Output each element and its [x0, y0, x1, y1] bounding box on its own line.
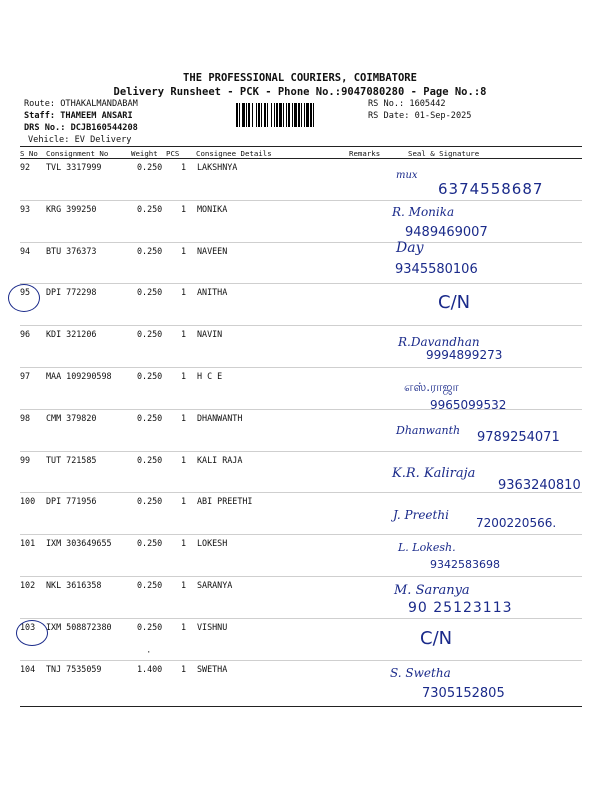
- sno-cell: 93: [20, 204, 31, 214]
- table-row: [20, 413, 580, 453]
- weight-cell: 0.250: [137, 413, 163, 423]
- phone-row-94: 9345580106: [395, 262, 478, 277]
- consignee-cell: MONIKA: [197, 204, 228, 214]
- phone-row-93: 9489469007: [405, 225, 488, 240]
- table-row: [20, 204, 580, 244]
- consignee-cell: H C E: [197, 371, 223, 381]
- weight-cell: 0.250: [137, 371, 163, 381]
- phone-row-101: 9342583698: [430, 558, 500, 571]
- phone-row-97: 9965099532: [430, 398, 507, 412]
- weight-cell: 1.400: [137, 664, 163, 674]
- row-divider: [20, 242, 582, 243]
- row-divider: [20, 660, 582, 661]
- pcs-cell: 1: [181, 580, 187, 590]
- consignment-cell: DPI 771956: [46, 496, 97, 506]
- pcs-cell: 1: [181, 329, 187, 339]
- row-divider: [20, 534, 582, 535]
- consignee-cell: KALI RAJA: [197, 455, 243, 465]
- consignment-cell: DPI 772298: [46, 287, 97, 297]
- consignment-cell: BTU 376373: [46, 246, 97, 256]
- row-divider: [20, 325, 582, 326]
- table-row: [20, 538, 580, 578]
- sno-cell: 92: [20, 162, 31, 172]
- rs-date: RS Date: 01-Sep-2025: [368, 111, 472, 121]
- consignment-cell: KRG 399250: [46, 204, 97, 214]
- row-divider: [20, 200, 582, 201]
- signature-row-98: Dhanwanth: [396, 424, 461, 437]
- sno-cell: 94: [20, 246, 31, 256]
- pcs-cell: 1: [181, 371, 187, 381]
- consignee-cell: NAVIN: [197, 329, 223, 339]
- consignee-cell: ABI PREETHI: [197, 496, 253, 506]
- phone-row-104: 7305152805: [422, 686, 505, 701]
- weight-cell: 0.250: [137, 162, 163, 172]
- table-row: [20, 622, 580, 662]
- consignment-cell: IXM 508872380: [46, 622, 112, 632]
- pcs-cell: 1: [181, 204, 187, 214]
- sno-cell: 102: [20, 580, 36, 590]
- consignee-cell: ANITHA: [197, 287, 228, 297]
- sno-cell: 98: [20, 413, 31, 423]
- pcs-cell: 1: [181, 455, 187, 465]
- header-top-rule: [20, 146, 582, 147]
- table-row: [20, 580, 580, 620]
- pcs-cell: 1: [181, 162, 187, 172]
- table-bottom-rule: [20, 706, 582, 707]
- row-divider: [20, 367, 582, 368]
- table-row: [20, 246, 580, 286]
- pcs-cell: 1: [181, 287, 187, 297]
- row-divider: [20, 283, 582, 284]
- weight-cell: 0.250: [137, 538, 163, 548]
- route-label: Route: OTHAKALMANDABAM: [24, 99, 138, 109]
- row-divider: [20, 492, 582, 493]
- sno-cell: 97: [20, 371, 31, 381]
- signature-row-104: S. Swetha: [390, 666, 451, 680]
- col-seal: Seal & Signature: [408, 149, 480, 158]
- weight-cell: 0.250: [137, 329, 163, 339]
- col-weight: Weight: [131, 149, 158, 158]
- runsheet-subtitle: Delivery Runsheet - PCK - Phone No.:9047080280 - Page No.:8: [113, 86, 487, 98]
- row-divider: [20, 618, 582, 619]
- consignment-cell: TUT 721585: [46, 455, 97, 465]
- consignment-cell: MAA 109290598: [46, 371, 112, 381]
- signature-row-94: Day: [396, 240, 424, 256]
- rs-number: RS No.: 1605442: [368, 99, 446, 109]
- table-row: [20, 371, 580, 411]
- consignment-cell: TVL 3317999: [46, 162, 102, 172]
- consignment-cell: IXM 303649655: [46, 538, 112, 548]
- phone-row-100: 7200220566.: [476, 516, 557, 530]
- vehicle-label: Vehicle: EV Delivery: [28, 135, 132, 145]
- sno-cell: 100: [20, 496, 36, 506]
- signature-row-97: எஸ்.ராஜா: [404, 380, 459, 394]
- sno-cell: 104: [20, 664, 36, 674]
- pcs-cell: 1: [181, 496, 187, 506]
- stray-marks: ·: [146, 648, 152, 658]
- weight-cell: 0.250: [137, 455, 163, 465]
- col-remarks: Remarks: [349, 149, 381, 158]
- phone-row-102: 90 25123113: [408, 600, 513, 616]
- phone-row-98: 9789254071: [477, 430, 560, 445]
- table-row: [20, 162, 580, 202]
- signature-row-92: mux: [396, 170, 418, 181]
- signature-row-96: R.Davandhan: [398, 335, 480, 349]
- note-row-103: C/N: [420, 628, 453, 649]
- phone-row-99: 9363240810: [498, 478, 581, 493]
- table-row: [20, 496, 580, 536]
- pcs-cell: 1: [181, 413, 187, 423]
- consignment-cell: TNJ 7535059: [46, 664, 102, 674]
- sno-cell: 101: [20, 538, 36, 548]
- consignee-cell: DHANWANTH: [197, 413, 243, 423]
- note-row-95: C/N: [438, 292, 471, 313]
- consignment-cell: NKL 3616358: [46, 580, 102, 590]
- sno-cell: 99: [20, 455, 31, 465]
- phone-row-92: 6374558687: [438, 180, 544, 198]
- weight-cell: 0.250: [137, 496, 163, 506]
- barcode: [236, 103, 364, 127]
- col-pcs: PCS: [166, 149, 180, 158]
- signature-row-100: J. Preethi: [393, 508, 449, 522]
- signature-row-101: L. Lokesh.: [398, 541, 456, 554]
- weight-cell: 0.250: [137, 246, 163, 256]
- weight-cell: 0.250: [137, 287, 163, 297]
- drs-label: DRS No.: DCJB160544208: [24, 123, 138, 133]
- consignee-cell: SARANYA: [197, 580, 233, 590]
- header-bottom-rule: [20, 158, 582, 159]
- barcode-bar: [314, 103, 316, 127]
- weight-cell: 0.250: [137, 622, 163, 632]
- weight-cell: 0.250: [137, 580, 163, 590]
- consignee-cell: LAKSHNYA: [197, 162, 238, 172]
- staff-label: Staff: THAMEEM ANSARI: [24, 111, 133, 121]
- phone-row-96: 9994899273: [426, 348, 503, 362]
- pcs-cell: 1: [181, 246, 187, 256]
- row-divider: [20, 576, 582, 577]
- col-sno: S No: [20, 149, 38, 158]
- consignee-cell: SWETHA: [197, 664, 228, 674]
- signature-row-102: M. Saranya: [394, 583, 470, 598]
- signature-row-93: R. Monika: [392, 205, 455, 219]
- pcs-cell: 1: [181, 538, 187, 548]
- col-consignee: Consignee Details: [196, 149, 272, 158]
- row-divider: [20, 451, 582, 452]
- pcs-cell: 1: [181, 664, 187, 674]
- consignee-cell: LOKESH: [197, 538, 228, 548]
- table-row: [20, 455, 580, 495]
- sno-cell: 95: [20, 287, 31, 297]
- table-row: [20, 287, 580, 327]
- consignee-cell: VISHNU: [197, 622, 228, 632]
- company-title: THE PROFESSIONAL COURIERS, COIMBATORE: [183, 72, 417, 84]
- table-row: [20, 329, 580, 369]
- weight-cell: 0.250: [137, 204, 163, 214]
- consignment-cell: KDI 321206: [46, 329, 97, 339]
- pcs-cell: 1: [181, 622, 187, 632]
- col-consignment: Consignment No: [46, 149, 109, 158]
- consignee-cell: NAVEEN: [197, 246, 228, 256]
- sno-cell: 96: [20, 329, 31, 339]
- table-row: [20, 664, 580, 704]
- signature-row-99: K.R. Kaliraja: [392, 466, 476, 481]
- sno-cell: 103: [20, 622, 36, 632]
- row-divider: [20, 409, 582, 410]
- consignment-cell: CMM 379820: [46, 413, 97, 423]
